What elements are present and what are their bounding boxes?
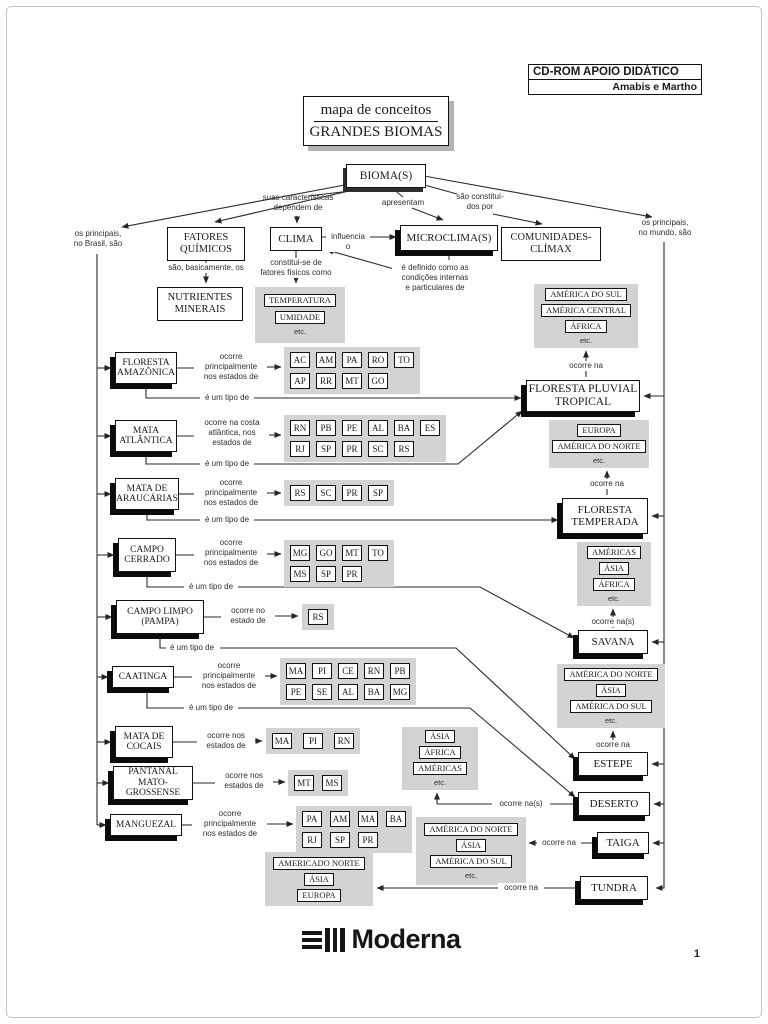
state-chip: TO (368, 545, 388, 561)
node-deserto: DESERTO (578, 792, 650, 816)
edge-basicamente: são, basicamente, os (161, 263, 251, 273)
state-chip: MT (294, 775, 314, 791)
edge-definido: é definido como as condições internas e particulares de (392, 263, 478, 294)
state-chip: SP (330, 832, 350, 848)
state-chip: SP (316, 441, 336, 457)
map-title: GRANDES BIOMAS (309, 123, 443, 140)
state-chip: MS (322, 775, 342, 791)
map-kicker: mapa de conceitos (320, 101, 432, 118)
continent-chip: ÁSIA (596, 684, 626, 697)
state-chip: PB (390, 663, 410, 679)
state-chip: PB (316, 420, 336, 436)
moderna-logo-text: Moderna (351, 924, 461, 954)
node-estepe: ESTEPE (578, 752, 648, 776)
state-chip: PI (303, 733, 323, 749)
continents-deserto (402, 727, 478, 790)
states-campo-limpo (302, 604, 334, 630)
clima-factor-chip: TEMPERATURA (264, 294, 336, 307)
continent-chip: AMÉRICAS (413, 762, 467, 775)
node-floresta-amazonica: FLORESTA AMAZÔNICA (115, 352, 177, 384)
continent-chip: EUROPA (577, 424, 620, 437)
state-chip: PE (342, 420, 362, 436)
rel-floresta-amazonica: ocorre principalmente nos estados de (203, 352, 259, 382)
node-floresta-pluvial-tropical: FLORESTA PLUVIAL TROPICAL (526, 380, 640, 412)
clima-factors-panel (255, 287, 345, 343)
state-chip: MG (290, 545, 310, 561)
continent-chip: ÁFRICA (565, 320, 606, 333)
states-manguezal (296, 806, 412, 853)
etc-floresta-temperada: etc. (592, 455, 606, 465)
clima-factor-chip: UMIDADE (275, 311, 325, 324)
state-chip: PA (302, 811, 322, 827)
node-comunidades-climax: COMUNIDADES-CLÍMAX (501, 227, 601, 261)
continents-savana (577, 542, 651, 606)
state-chip: GO (368, 373, 388, 389)
clima-factors-etc: etc. (293, 327, 307, 336)
node-caatinga: CAATINGA (112, 666, 174, 688)
rel-caatinga: ocorre principalmente nos estados de (201, 661, 257, 691)
rel-campo-limpo: ocorre no estado de (230, 606, 266, 626)
node-manguezal: MANGUEZAL (110, 814, 182, 836)
continent-chip: AMÉRICA DO SUL (570, 700, 651, 713)
continents-floresta-pluvial (534, 284, 638, 348)
state-chip: RJ (290, 441, 310, 457)
rel-mata-de-araucarias: ocorre principalmente nos estados de (203, 478, 259, 508)
continents-estepe (557, 664, 665, 728)
state-chip: MT (342, 545, 362, 561)
state-chip: RN (364, 663, 384, 679)
state-chip: MA (272, 733, 292, 749)
continent-chip: AMÉRICA DO NORTE (424, 823, 517, 836)
node-microclimas: MICROCLIMA(S) (400, 225, 498, 251)
continents-floresta-temperada (549, 420, 649, 468)
state-chip: RO (368, 352, 388, 368)
state-chip: PA (342, 352, 362, 368)
node-taiga: TAIGA (597, 832, 649, 854)
node-campo-cerrado: CAMPO CERRADO (118, 538, 176, 572)
state-chip: MS (290, 566, 310, 582)
clima-factors-list (264, 294, 336, 324)
states-mata-de-cocais (266, 728, 360, 754)
continents-tundra (265, 852, 373, 906)
state-chip: AL (368, 420, 388, 436)
continent-chip: AMERICADO NORTE (273, 857, 364, 870)
state-chip: BA (394, 420, 414, 436)
state-chip: BA (386, 811, 406, 827)
rel-pantanal: ocorre nos estados de (224, 771, 264, 791)
state-chip: PR (358, 832, 378, 848)
state-chip: GO (316, 545, 336, 561)
edge-tipo-de-3: é um tipo de (201, 515, 253, 525)
rel-mata-de-cocais: ocorre nos estados de (206, 731, 246, 751)
node-savana: SAVANA (578, 630, 648, 654)
rel-mata-atlantica: ocorre na costa atlântica, nos estados de (204, 418, 260, 448)
edge-principais-brasil: os principais, no Brasil, são (73, 229, 123, 249)
rel-ocorre-na-estepe: ocorre na (590, 740, 636, 750)
node-tundra: TUNDRA (580, 876, 648, 900)
cdrom-badge-authors: Amabis e Martho (612, 81, 697, 93)
title-divider (314, 121, 438, 122)
state-chip: AP (290, 373, 310, 389)
edge-principais-mundo: os principais, no mundo, são (638, 218, 692, 238)
state-chip: PE (286, 684, 306, 700)
state-chip: PR (342, 441, 362, 457)
rel-ocorre-na-tundra: ocorre na (498, 883, 544, 893)
state-chip: PI (312, 663, 332, 679)
state-chip: BA (364, 684, 384, 700)
states-floresta-amazonica (284, 347, 420, 394)
rel-campo-cerrado: ocorre principalmente nos estados de (203, 538, 259, 568)
state-chip: CE (338, 663, 358, 679)
node-campo-limpo-pampa: CAMPO LIMPO (PAMPA) (116, 600, 204, 634)
state-chip: RS (394, 441, 414, 457)
node-pantanal-mato-grossense: PANTANAL MATO-GROSSENSE (113, 766, 193, 800)
state-chip: RS (308, 609, 328, 625)
continent-chip: ÁFRICA (419, 746, 460, 759)
node-nutrientes-minerais: NUTRIENTES MINERAIS (157, 287, 243, 321)
state-chip: SC (368, 441, 388, 457)
rel-manguezal: ocorre principalmente nos estados de (202, 809, 258, 839)
state-chip: AC (290, 352, 310, 368)
state-chip: SP (368, 485, 388, 501)
state-chip: RR (316, 373, 336, 389)
edge-constitui-se: constitui-se de fatores físicos como (252, 258, 340, 278)
node-fatores-quimicos: FATORES QUÍMICOS (167, 227, 245, 261)
state-chip: AM (330, 811, 350, 827)
etc-savana: etc. (607, 593, 621, 603)
edge-influencia: influencia o (326, 232, 370, 252)
continent-chip: AMÉRICA DO SUL (430, 855, 511, 868)
node-mata-de-araucarias: MATA DE ARAUCÁRIAS (115, 478, 179, 510)
continent-chip: AMÉRICA DO NORTE (564, 668, 657, 681)
etc-estepe: etc. (604, 715, 618, 725)
node-biomas: BIOMA(S) (346, 164, 426, 188)
state-chip: RN (290, 420, 310, 436)
moderna-logo-icon (302, 928, 345, 952)
state-chip: TO (394, 352, 414, 368)
continent-chip: AMÉRICA CENTRAL (541, 304, 631, 317)
continents-taiga (416, 817, 526, 885)
states-campo-cerrado (284, 540, 394, 587)
continent-chip: ÁSIA (599, 562, 629, 575)
node-floresta-temperada: FLORESTA TEMPERADA (562, 498, 648, 534)
state-chip: RS (290, 485, 310, 501)
rel-ocorre-nas-savana: ocorre na(s) (586, 617, 640, 627)
state-chip: PR (342, 485, 362, 501)
etc-taiga: etc. (464, 870, 478, 880)
etc-deserto: etc. (433, 778, 447, 787)
state-chip: ES (420, 420, 440, 436)
state-chip: SP (316, 566, 336, 582)
cdrom-badge (528, 64, 702, 95)
edge-tipo-de-4: é um tipo de (185, 582, 237, 592)
continent-chip: ÁSIA (304, 873, 334, 886)
etc-floresta-pluvial: etc. (579, 335, 593, 345)
rel-ocorre-na-fpt: ocorre na (562, 361, 610, 371)
state-chip: SE (312, 684, 332, 700)
continent-chip: AMÉRICAS (587, 546, 641, 559)
continent-chip: AMÉRICA DO SUL (545, 288, 626, 301)
state-chip: RJ (302, 832, 322, 848)
cdrom-badge-title: CD-ROM APOIO DIDÁTICO (529, 65, 701, 80)
edge-tipo-de-1: é um tipo de (201, 393, 253, 403)
edge-sao-constituidos: são constituí- dos por (456, 192, 504, 212)
edge-tipo-de-6: é um tipo de (185, 703, 237, 713)
states-pantanal (288, 770, 348, 796)
node-mata-de-cocais: MATA DE COCAIS (115, 726, 173, 758)
continent-chip: ÁFRICA (593, 578, 634, 591)
state-chip: MT (342, 373, 362, 389)
states-mata-atlantica (284, 415, 446, 462)
edge-suas-caracteristicas: suas características dependem de (262, 193, 334, 213)
edge-apresentam: apresentam (381, 198, 425, 207)
state-chip: MA (358, 811, 378, 827)
state-chip: MG (390, 684, 410, 700)
state-chip: AL (338, 684, 358, 700)
state-chip: PR (342, 566, 362, 582)
node-mata-atlantica: MATA ATLÂNTICA (115, 420, 177, 452)
state-chip: SC (316, 485, 336, 501)
page-number: 1 (693, 948, 700, 960)
node-clima: CLIMA (270, 227, 322, 251)
rel-ocorre-na-taiga: ocorre na (537, 838, 581, 848)
edge-tipo-de-2: é um tipo de (201, 459, 253, 469)
moderna-logo (302, 924, 461, 955)
states-mata-de-araucarias (284, 480, 394, 506)
continent-chip: AMÉRICA DO NORTE (552, 440, 645, 453)
continent-chip: ÁSIA (456, 839, 486, 852)
edge-tipo-de-5: é um tipo de (166, 643, 218, 653)
state-chip: AM (316, 352, 336, 368)
states-caatinga (280, 658, 416, 705)
state-chip: RN (334, 733, 354, 749)
map-title-box (303, 96, 449, 146)
rel-ocorre-na-ft: ocorre na (584, 479, 630, 489)
continent-chip: ÁSIA (425, 730, 455, 743)
state-chip: MA (286, 663, 306, 679)
continent-chip: EUROPA (297, 889, 340, 902)
rel-ocorre-nas-deserto: ocorre na(s) (492, 799, 550, 809)
